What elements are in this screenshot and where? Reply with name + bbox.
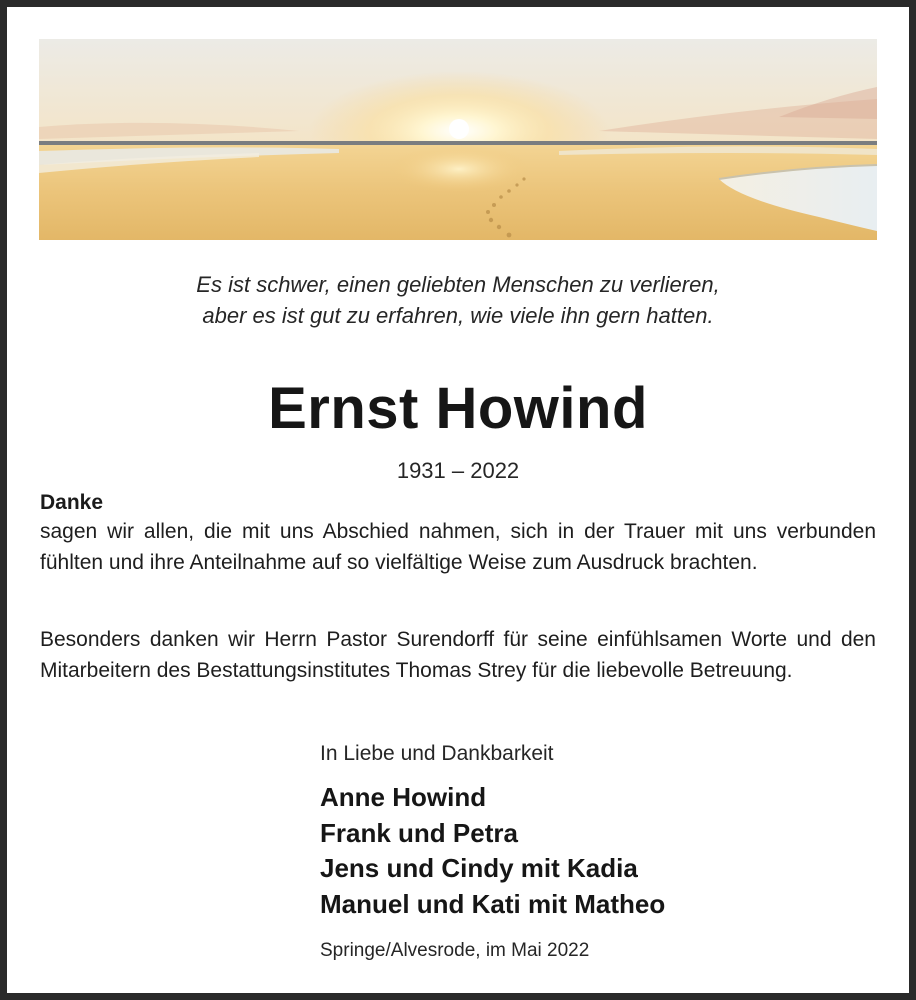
obituary-card [7, 7, 909, 993]
thanks-paragraph-2: Besonders danken wir Herrn Pastor Surendorff für seine einfühlsamen Worte und den Mitarbeitern des Bestattungsinstitutes Thomas Strey für die liebevolle Betreuung. [40, 628, 876, 682]
signer-name: Manuel und Kati mit Matheo [320, 888, 666, 919]
quote-line-1: Es ist schwer, einen geliebten Menschen zu verlieren, [196, 272, 720, 297]
memorial-quote [7, 269, 909, 331]
thanks-paragraph-1: sagen wir allen, die mit uns Abschied nahmen, sich in der Trauer mit uns verbunden fühlten und ihre Anteilnahme auf so vielfältige Weise zum Ausdruck brachten. [40, 520, 876, 574]
quote-line-2: aber es ist gut zu erfahren, wie viele ihn gern hatten. [202, 303, 714, 328]
signer-name: Anne Howind [320, 782, 487, 812]
signers-list [320, 780, 665, 922]
signer-name: Frank und Petra [320, 817, 518, 848]
life-years: 1931 – 2022 [396, 458, 520, 483]
closing-line: In Liebe und Dankbarkeit [320, 742, 554, 765]
signer-name: Jens und Cindy mit Kadia [320, 853, 638, 883]
beach-sunset-image [39, 39, 877, 240]
place-and-date: Springe/Alvesrode, im Mai 2022 [320, 940, 590, 961]
thanks-heading: Danke [40, 491, 104, 514]
deceased-name: Ernst Howind [268, 376, 648, 441]
